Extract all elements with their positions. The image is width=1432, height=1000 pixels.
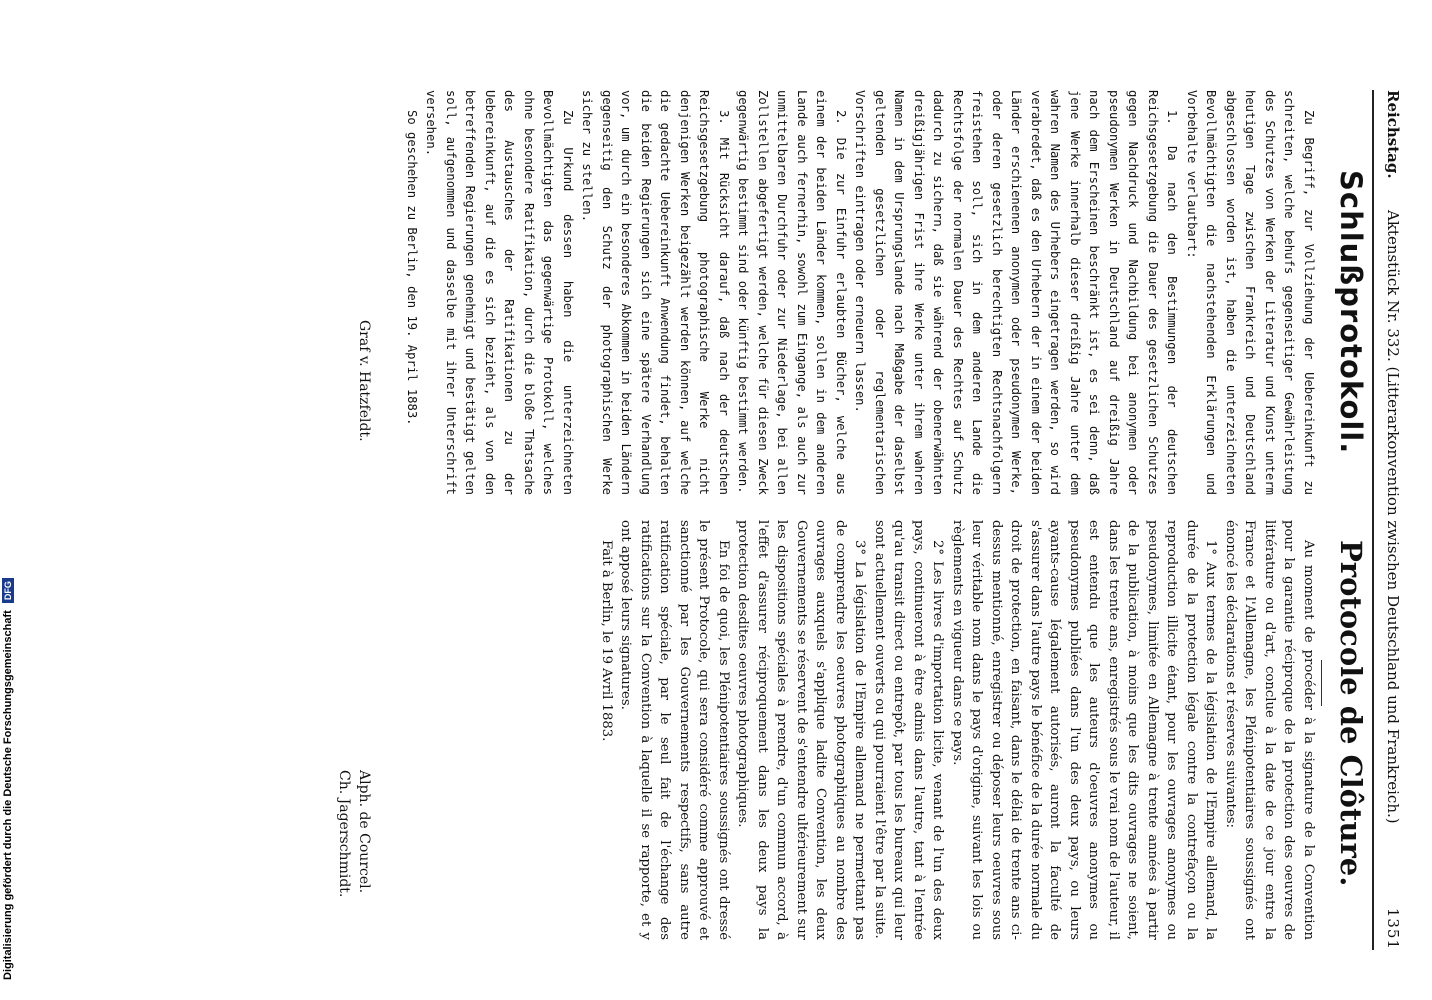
german-closing: Zu Urkund dessen haben die unterzeichneten Bevollmächtigten das gegenwärtige Protokoll, welches ohne besondere Ratifikation, durch die bloße Thatsache des Austausches der Ratifikationen zu der Uebereinkunft, auf die es sich bezieht, als von den betreffenden Regierungen genehmigt und bestätigt gelten soll, aufgenommen und dasselbe mit ihrer Unterschrift versehen. xyxy=(424,90,575,495)
header-rule xyxy=(1372,90,1374,950)
header-left: Reichstag. xyxy=(1384,90,1402,179)
header-center: Aktenstück Nr. 332. (Litterarkonvention zwischen Deutschland und Frankreich.) xyxy=(1384,210,1402,824)
digitization-credit xyxy=(2,510,20,980)
title-divider xyxy=(1321,660,1322,706)
running-header xyxy=(1376,90,1402,950)
french-paragraph-1: 1° Aux termes de la législation de l'Empire allemand, la durée de la protection légale contre la contrefaçon ou la reproduction illicite étant, pour les ouvrages anonymes ou pseudonymes, limitée en Allemagne à trente années à partir de la publication, à moins que les dits ouvrages ne soient, dans les trente ans, enregistrés sous le vrai nom de l'auteur, il est entendu que les auteurs d'oeuvres anonymes ou pseudonymes publiées dans l'un des deux pays, ou leurs ayants-cause légalement autorisés, auront la faculté de s'assurer dans l'autre pays le bénéfice de la durée normale du droit de protection, en faisant, dans le délai de trente ans ci-dessus mentionné, enregistrer ou déposer leurs oeuvres sous leur véritable nom dans le pays d'origine, suivant les lois ou règlements en vigueur dans ce pays. xyxy=(950,520,1219,940)
german-paragraph-2: 2. Die zur Einfuhr erlaubten Bücher, welche aus einem der beiden Länder kommen, sollen in dem anderen Lande auch fernerhin, sowohl zum Eingange, als auch zur unmittelbaren Durchfuhr oder zur Niederlage, bei allen Zollstellen abgefertigt werden, welche für diesen Zweck gegenwärtig bestimmt sind oder künftig bestimmt werden. xyxy=(736,90,848,495)
french-paragraph-2: 2° Les livres d'importation licite, venant de l'un des deux pays, continueront à être admis dans l'autre, tant à l'entrée qu'au transit direct ou entrepôt, par tous les bureaux qui leur sont actuellement ouverts ou qui pourraient l'être par la suite. xyxy=(872,520,946,940)
french-signature-1: Alph. de Courcel. xyxy=(356,770,372,894)
german-date-line: So geschehen zu Berlin, den 19. April 1883. xyxy=(405,110,419,426)
german-paragraph-1: 1. Da nach den Bestimmungen der deutschen Reichsgesetzgebung die Dauer des gesetzlichen Schutzes gegen Nachdruck und Nachbildung bei anonymen oder pseudonymen Werken in Deutschland auf dreißig Jahre nach dem Erscheinen beschränkt ist, es sei denn, daß jene Werke innerhalb dieser dreißig Jahre unter dem wahren Namen des Urhebers eingetragen werden, so wird verabredet, daß es den Urhebern der in einem der beiden Länder erschienenen anonymen oder pseudonymen Werke, oder deren gesetzlich berechtigten Rechtsnachfolgern freistehen soll, sich in dem anderen Lande die Rechtsfolge der normalen Dauer des Rechtes auf Schutz dadurch zu sichern, daß sie während der obenerwähnten dreißigjährigen Frist ihre Werke unter ihrem wahren Namen in dem Ursprungslande nach Maßgabe der daselbst geltenden gesetzlichen oder reglementarischen Vorschriften eintragen oder erneuern lassen. xyxy=(853,90,1180,495)
french-title: Protocole de Clôture. xyxy=(1334,540,1368,887)
french-closing: En foi de quoi, les Plénipotentiaires soussignés ont dressé le présent Protocole, qui sera considéré comme approuvé et sanctionné par les Gouvernements respectifs, sans autre ratification spéciale, par le seul fait de l'échange des ratifications sur la Convention à laquelle il se rapporte, et y ont apposé leurs signatures. xyxy=(618,520,731,940)
page-number: 1351 xyxy=(1384,907,1402,950)
french-signature-2: Ch. Jagerschmidt. xyxy=(336,770,352,898)
french-date-line: Fait à Berlin, le 19 Avril 1883. xyxy=(599,540,614,742)
german-intro: Zu Begriff, zur Vollziehung der Uebereinkunft zu schreiten, welche behufs gegenseitiger Gewährleistung des Schutzes von Werken der Literatur und Kunst unterm heutigen Tage zwischen Frankreich und Deutschland abgeschlossen worden ist, haben die unterzeichneten Bevollmächtigten die nachstehenden Erklärungen und Vorbehalte verlautbart: xyxy=(1185,90,1316,495)
french-paragraph-3: 3° La législation de l'Empire allemand ne permettant pas de comprendre les oeuvres photographiques au nombre des ouvrages auxquels s'applique ladite Convention, les deux Gouvernements se réservent de s'entendre ultérieurement sur les dispositions spéciales à prendre, d'un commun accord, à l'effet d'assurer réciproquement dans les deux pays la protection desdites oeuvres photographiques. xyxy=(735,520,868,940)
dfg-logo: DFG xyxy=(2,578,14,603)
french-intro: Au moment de procéder à la signature de la Convention pour la garantie réciproque de la protection des oeuvres de littérature ou d'art, conclue à la date de ce jour entre la France et l'Allemagne, les Plénipotentiaires soussignés ont énoncé les déclarations et réserves suivantes: xyxy=(1223,520,1316,940)
credit-text: Digitalisierung gefördert durch die Deutsche Forschungsgemeinschaft xyxy=(2,610,14,980)
german-paragraph-3: 3. Mit Rücksicht darauf, daß nach der deutschen Reichsgesetzgebung photographische Werke nicht denjenigen Werken beigezählt werden können, auf welche die gedachte Uebereinkunft Anwendung findet, behalten die beiden Regierungen sich eine spätere Verhandlung vor, um durch ein besonderes Abkommen in beiden Ländern gegenseitig den Schutz der photographischen Werke sicher zu stellen. xyxy=(580,90,731,495)
digitization-sidebar xyxy=(0,0,22,1000)
document-page xyxy=(336,20,1402,980)
french-column xyxy=(597,520,1319,940)
german-column xyxy=(402,90,1319,495)
german-signature: Graf v. Hatzfeldt. xyxy=(356,320,372,442)
german-title: Schlußprotokoll. xyxy=(1334,170,1368,455)
